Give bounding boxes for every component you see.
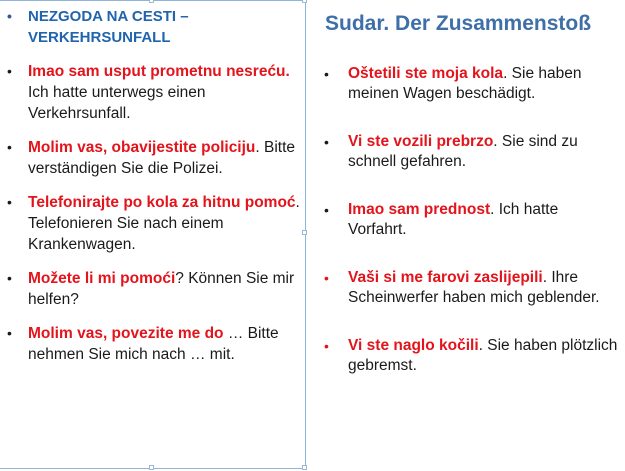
german-translation: . Sie haben plötzlich gebremst. [348, 337, 618, 374]
croatian-phrase: Molim vas, povezite me do [28, 325, 224, 342]
list-item [318, 64, 623, 104]
bullet-dot-icon: • [324, 338, 329, 354]
german-translation: . Sie haben meinen Wagen beschädigt. [348, 65, 582, 102]
left-phrase-list [0, 6, 306, 365]
list-item [318, 336, 623, 376]
bullet-dot-icon: • [7, 63, 12, 79]
croatian-phrase: Vi ste naglo kočili [348, 337, 479, 354]
bullet-dot-icon: • [7, 194, 12, 210]
section-title: Sudar. Der Zusammenstoß [325, 12, 592, 35]
list-heading [0, 6, 306, 48]
list-item [318, 268, 623, 308]
resize-handle-icon[interactable] [302, 0, 307, 3]
croatian-phrase: Možete li mi pomoći [28, 270, 176, 287]
bullet-dot-icon: • [324, 270, 329, 286]
bullet-dot-icon: • [324, 202, 329, 218]
croatian-phrase: Vaši si me farovi zaslijepili [348, 269, 543, 286]
german-translation: . Sie sind zu schnell gefahren. [348, 133, 578, 170]
bullet-dot-icon: • [324, 66, 329, 82]
croatian-phrase: Vi ste vozili prebrzo [348, 133, 494, 150]
bullet-dot-icon: • [7, 139, 12, 155]
list-item [318, 132, 623, 172]
list-item [0, 137, 306, 179]
german-translation: . Telefonieren Sie nach einem Krankenwagen. [28, 194, 300, 253]
croatian-phrase: Imao sam usput prometnu nesreću. [28, 63, 290, 80]
heading-text: NEZGODA NA CESTI – VERKEHRSUNFALL [28, 8, 189, 46]
list-item [0, 192, 306, 255]
bullet-dot-icon: • [7, 270, 12, 286]
german-translation: … Bitte nehmen Sie mich nach … mit. [28, 325, 279, 363]
right-phrase-list [318, 64, 623, 376]
croatian-phrase: Molim vas, obavijestite policiju [28, 139, 256, 156]
croatian-phrase: Telefonirajte po kola za hitnu pomoć [28, 194, 296, 211]
resize-handle-icon[interactable] [302, 465, 307, 470]
german-translation: Ich hatte unterwegs einen Verkehrsunfall. [28, 84, 206, 122]
bullet-dot-icon: • [324, 134, 329, 150]
list-item [0, 268, 306, 310]
bullet-dot-icon: • [7, 325, 12, 341]
german-translation: . Ihre Scheinwerfer haben mich geblender. [348, 269, 600, 306]
resize-handle-icon[interactable] [149, 0, 154, 3]
resize-handle-icon[interactable] [149, 465, 154, 470]
croatian-phrase: Imao sam prednost [348, 201, 491, 218]
list-item [0, 61, 306, 124]
bullet-dot-icon: • [7, 8, 12, 24]
german-translation: . Ich hatte Vorfahrt. [348, 201, 559, 238]
croatian-phrase: Oštetili ste moja kola [348, 65, 504, 82]
german-translation: . Bitte verständigen Sie die Polizei. [28, 139, 296, 177]
german-translation: ? Können Sie mir helfen? [28, 270, 295, 308]
list-item [318, 200, 623, 240]
list-item [0, 323, 306, 365]
